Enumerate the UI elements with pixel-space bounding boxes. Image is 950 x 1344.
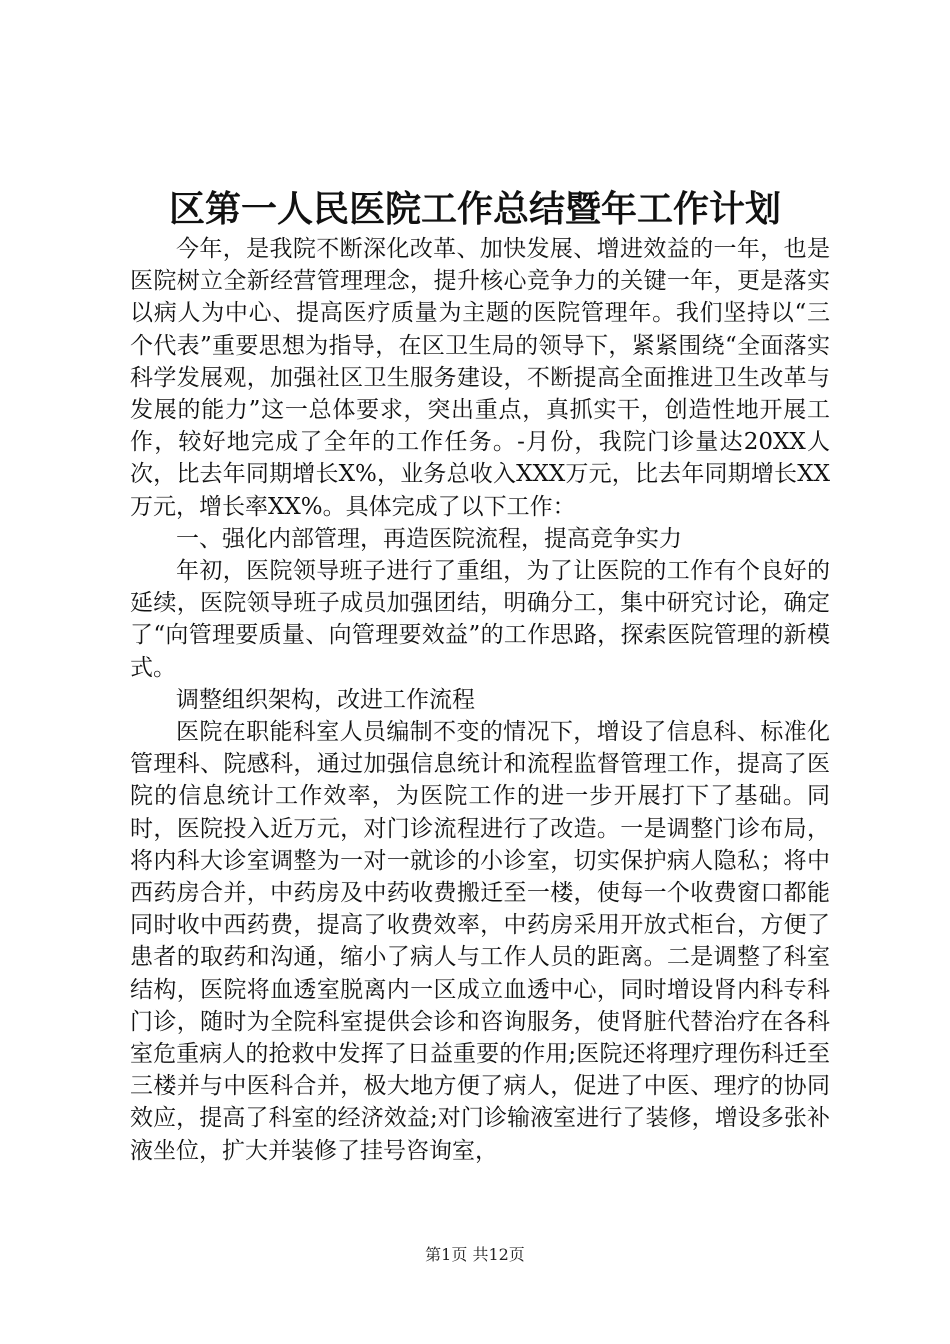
document-body bbox=[130, 233, 830, 1167]
page-number-footer: 第1页 共12页 bbox=[425, 1245, 525, 1264]
section-heading-1: 一、强化内部管理，再造医院流程，提高竞争实力 bbox=[176, 525, 682, 552]
subsection-heading: 调整组织架构，改进工作流程 bbox=[176, 686, 475, 713]
document-title: 区第一人民医院工作总结暨年工作计划 bbox=[168, 189, 781, 230]
subsection-paragraph: 医院在职能科室人员编制不变的情况下，增设了信息科、标准化管理科、院感科，通过加强信息统计和流程监督管理工作，提高了医院的信息统计工作效率，为医院工作的进一步开展打下了基础。同时，医院投入近万元，对门诊流程进行了改造。一是调整门诊布局，将内科大诊室调整为一对一就诊的小诊室，切实保护病人隐私；将中西药房合并，中药房及中药收费搬迁至一楼，使每一个收费窗口都能同时收中西药费，提高了收费效率，中药房采用开放式柜台，方便了患者的取药和沟通，缩小了病人与工作人员的距离。二是调整了科室结构，医院将血透室脱离内一区成立血透中心，同时增设肾内科专科门诊，随时为全院科室提供会诊和咨询服务，使肾脏代替治疗在各科室危重病人的抢救中发挥了日益重要的作用;医院还将理疗理伤科迁至三楼并与中医科合并，极大地方便了病人，促进了中医、理疗的协同效应，提高了科室的经济效益;对门诊输液室进行了装修，增设多张补液坐位，扩大并装修了挂号咨询室， bbox=[130, 719, 830, 1164]
section-1-paragraph: 年初，医院领导班子进行了重组，为了让医院的工作有个良好的延续，医院领导班子成员加强团结，明确分工，集中研究讨论，确定了“向管理要质量、向管理要效益”的工作思路，探索医院管理的新模式。 bbox=[130, 558, 830, 681]
intro-paragraph: 今年，是我院不断深化改革、加快发展、增进效益的一年，也是医院树立全新经营管理理念，提升核心竞争力的关键一年，更是落实以病人为中心、提高医疗质量为主题的医院管理年。我们坚持以“三个代表”重要思想为指导，在区卫生局的领导下，紧紧围绕“全面落实科学发展观，加强社区卫生服务建设，不断提高全面推进卫生改革与发展的能力”这一总体要求，突出重点，真抓实干，创造性地开展工作，较好地完成了全年的工作任务。-月份，我院门诊量达20XX人次，比去年同期增长X%，业务总收入XXX万元，比去年同期增长XX万元，增长率XX%。具体完成了以下工作： bbox=[130, 236, 830, 520]
